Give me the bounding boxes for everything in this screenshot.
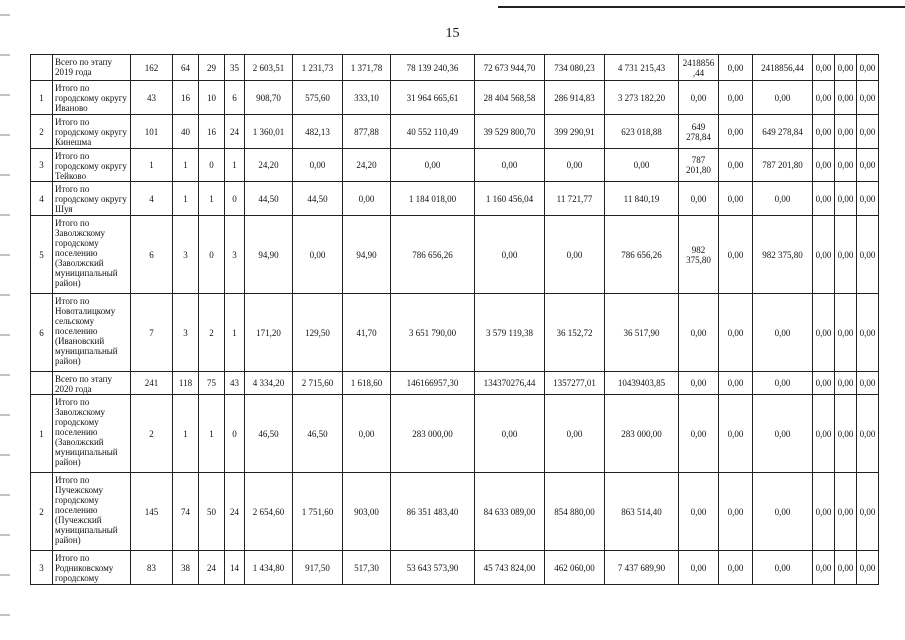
cell: 45 743 824,00 xyxy=(475,551,545,585)
cell: 44,50 xyxy=(293,182,343,216)
cell: 0,00 xyxy=(813,372,835,395)
cell: 94,90 xyxy=(343,216,391,294)
row-number: 3 xyxy=(31,149,53,182)
cell: 0,00 xyxy=(391,149,475,182)
top-rule-line xyxy=(498,6,905,8)
cell: 0,00 xyxy=(605,149,679,182)
cell: 10439403,85 xyxy=(605,372,679,395)
table-row xyxy=(31,294,879,372)
cell: 0,00 xyxy=(835,395,857,473)
cell: 649 278,84 xyxy=(679,115,719,149)
cell: 11 721,77 xyxy=(545,182,605,216)
cell: 6 xyxy=(131,216,173,294)
cell: 3 579 119,38 xyxy=(475,294,545,372)
cell: 1 618,60 xyxy=(343,372,391,395)
cell: 4 xyxy=(131,182,173,216)
cell: 0,00 xyxy=(719,395,753,473)
cell: 31 964 665,61 xyxy=(391,81,475,115)
territory-name: Итого по Родниковскому городскому xyxy=(53,551,131,585)
territory-name: Итого по Заволжскому городскому поселению (Заволжский муниципальный район) xyxy=(53,395,131,473)
cell: 14 xyxy=(225,551,245,585)
cell: 24,20 xyxy=(343,149,391,182)
cell: 2 654,60 xyxy=(245,473,293,551)
row-number xyxy=(31,372,53,395)
cell: 0,00 xyxy=(813,551,835,585)
cell: 83 xyxy=(131,551,173,585)
cell: 0 xyxy=(225,182,245,216)
cell: 0,00 xyxy=(813,182,835,216)
cell: 3 651 790,00 xyxy=(391,294,475,372)
scan-edge-artifact xyxy=(0,0,10,640)
cell: 40 552 110,49 xyxy=(391,115,475,149)
cell: 11 840,19 xyxy=(605,182,679,216)
cell: 0,00 xyxy=(343,182,391,216)
cell: 0,00 xyxy=(813,216,835,294)
table-row xyxy=(31,395,879,473)
territory-name: Итого по городскому округу Тейково xyxy=(53,149,131,182)
cell: 863 514,40 xyxy=(605,473,679,551)
cell: 0,00 xyxy=(475,216,545,294)
row-number: 3 xyxy=(31,551,53,585)
cell: 134370276,44 xyxy=(475,372,545,395)
cell: 0,00 xyxy=(293,149,343,182)
cell: 399 290,91 xyxy=(545,115,605,149)
cell: 903,00 xyxy=(343,473,391,551)
cell: 74 xyxy=(173,473,199,551)
page-number: 15 xyxy=(445,26,460,41)
cell: 0,00 xyxy=(857,149,879,182)
cell: 3 273 182,20 xyxy=(605,81,679,115)
cell: 0,00 xyxy=(753,551,813,585)
cell: 0,00 xyxy=(813,395,835,473)
cell: 917,50 xyxy=(293,551,343,585)
cell: 16 xyxy=(199,115,225,149)
row-number xyxy=(31,55,53,81)
cell: 0,00 xyxy=(679,372,719,395)
cell: 286 914,83 xyxy=(545,81,605,115)
cell: 46,50 xyxy=(245,395,293,473)
cell: 0,00 xyxy=(753,182,813,216)
cell: 0,00 xyxy=(679,81,719,115)
row-number: 5 xyxy=(31,216,53,294)
cell: 0 xyxy=(225,395,245,473)
cell: 39 529 800,70 xyxy=(475,115,545,149)
cell: 29 xyxy=(199,55,225,81)
cell: 146166957,30 xyxy=(391,372,475,395)
cell: 4 731 215,43 xyxy=(605,55,679,81)
cell: 1 xyxy=(173,182,199,216)
cell: 0,00 xyxy=(545,216,605,294)
cell: 2418856,44 xyxy=(753,55,813,81)
table-row xyxy=(31,473,879,551)
cell: 0,00 xyxy=(545,395,605,473)
territory-name: Итого по Новоталицкому сельскому поселению (Ивановский муниципальный район) xyxy=(53,294,131,372)
cell: 6 xyxy=(225,81,245,115)
cell: 24 xyxy=(225,473,245,551)
cell: 3 xyxy=(173,294,199,372)
cell: 517,30 xyxy=(343,551,391,585)
cell: 1 434,80 xyxy=(245,551,293,585)
cell: 0,00 xyxy=(835,216,857,294)
cell: 2 xyxy=(199,294,225,372)
cell: 0,00 xyxy=(475,395,545,473)
cell: 877,88 xyxy=(343,115,391,149)
cell: 787 201,80 xyxy=(679,149,719,182)
cell: 43 xyxy=(225,372,245,395)
cell: 482,13 xyxy=(293,115,343,149)
cell: 787 201,80 xyxy=(753,149,813,182)
cell: 0,00 xyxy=(719,216,753,294)
row-number: 6 xyxy=(31,294,53,372)
cell: 171,20 xyxy=(245,294,293,372)
cell: 0,00 xyxy=(679,551,719,585)
cell: 0,00 xyxy=(835,115,857,149)
cell: 0,00 xyxy=(835,372,857,395)
cell: 35 xyxy=(225,55,245,81)
cell: 41,70 xyxy=(343,294,391,372)
cell: 24,20 xyxy=(245,149,293,182)
cell: 0,00 xyxy=(753,395,813,473)
cell: 575,60 xyxy=(293,81,343,115)
cell: 28 404 568,58 xyxy=(475,81,545,115)
cell: 118 xyxy=(173,372,199,395)
table-row xyxy=(31,551,879,585)
cell: 0,00 xyxy=(719,55,753,81)
cell: 0,00 xyxy=(545,149,605,182)
cell: 1 xyxy=(173,149,199,182)
cell: 0,00 xyxy=(719,372,753,395)
table-row xyxy=(31,149,879,182)
territory-name: Итого по городскому округу Кинешма xyxy=(53,115,131,149)
cell: 0,00 xyxy=(475,149,545,182)
cell: 0,00 xyxy=(857,551,879,585)
cell: 0,00 xyxy=(719,182,753,216)
cell: 462 060,00 xyxy=(545,551,605,585)
cell: 24 xyxy=(225,115,245,149)
cell: 0,00 xyxy=(813,55,835,81)
cell: 38 xyxy=(173,551,199,585)
cell: 623 018,88 xyxy=(605,115,679,149)
table-row xyxy=(31,216,879,294)
row-number: 2 xyxy=(31,473,53,551)
cell: 283 000,00 xyxy=(605,395,679,473)
cell: 0,00 xyxy=(813,81,835,115)
table-row xyxy=(31,55,879,81)
cell: 94,90 xyxy=(245,216,293,294)
table-row xyxy=(31,372,879,395)
cell: 1 371,78 xyxy=(343,55,391,81)
cell: 1 xyxy=(225,149,245,182)
cell: 44,50 xyxy=(245,182,293,216)
cell: 0,00 xyxy=(857,182,879,216)
cell: 0,00 xyxy=(719,551,753,585)
row-number: 2 xyxy=(31,115,53,149)
cell: 0 xyxy=(199,216,225,294)
cell: 53 643 573,90 xyxy=(391,551,475,585)
table-row xyxy=(31,182,879,216)
cell: 0,00 xyxy=(835,551,857,585)
cell: 7 xyxy=(131,294,173,372)
territory-name: Итого по городскому округу Иваново xyxy=(53,81,131,115)
cell: 2418856 ,44 xyxy=(679,55,719,81)
cell: 1 xyxy=(131,149,173,182)
cell: 64 xyxy=(173,55,199,81)
cell: 0,00 xyxy=(719,81,753,115)
cell: 786 656,26 xyxy=(605,216,679,294)
cell: 0,00 xyxy=(813,149,835,182)
cell: 0,00 xyxy=(857,473,879,551)
cell: 0,00 xyxy=(857,294,879,372)
cell: 0 xyxy=(199,149,225,182)
cell: 78 139 240,36 xyxy=(391,55,475,81)
cell: 0,00 xyxy=(857,55,879,81)
cell: 7 437 689,90 xyxy=(605,551,679,585)
cell: 0,00 xyxy=(679,473,719,551)
cell: 786 656,26 xyxy=(391,216,475,294)
cell: 1 xyxy=(225,294,245,372)
territory-name: Итого по Пучежскому городскому поселению (Пучежский муниципальный район) xyxy=(53,473,131,551)
cell: 4 334,20 xyxy=(245,372,293,395)
cell: 0,00 xyxy=(835,81,857,115)
cell: 0,00 xyxy=(753,372,813,395)
cell: 1 751,60 xyxy=(293,473,343,551)
cell: 129,50 xyxy=(293,294,343,372)
cell: 1 231,73 xyxy=(293,55,343,81)
row-number: 4 xyxy=(31,182,53,216)
cell: 1357277,01 xyxy=(545,372,605,395)
cell: 10 xyxy=(199,81,225,115)
row-number: 1 xyxy=(31,395,53,473)
cell: 241 xyxy=(131,372,173,395)
cell: 36 152,72 xyxy=(545,294,605,372)
cell: 333,10 xyxy=(343,81,391,115)
territory-name: Всего по этапу 2019 года xyxy=(53,55,131,81)
cell: 0,00 xyxy=(293,216,343,294)
territory-name: Итого по Заволжскому городскому поселению (Заволжский муниципальный район) xyxy=(53,216,131,294)
cell: 72 673 944,70 xyxy=(475,55,545,81)
cell: 1 360,01 xyxy=(245,115,293,149)
cell: 0,00 xyxy=(835,55,857,81)
cell: 734 080,23 xyxy=(545,55,605,81)
cell: 0,00 xyxy=(857,115,879,149)
cell: 0,00 xyxy=(679,395,719,473)
cell: 982 375,80 xyxy=(753,216,813,294)
cell: 0,00 xyxy=(719,473,753,551)
cell: 0,00 xyxy=(719,115,753,149)
cell: 46,50 xyxy=(293,395,343,473)
cell: 0,00 xyxy=(719,149,753,182)
cell: 2 xyxy=(131,395,173,473)
cell: 162 xyxy=(131,55,173,81)
table-row xyxy=(31,81,879,115)
cell: 1 xyxy=(199,182,225,216)
cell: 75 xyxy=(199,372,225,395)
cell: 0,00 xyxy=(753,81,813,115)
cell: 16 xyxy=(173,81,199,115)
cell: 0,00 xyxy=(753,294,813,372)
cell: 1 xyxy=(199,395,225,473)
cell: 3 xyxy=(225,216,245,294)
cell: 1 160 456,04 xyxy=(475,182,545,216)
cell: 0,00 xyxy=(857,372,879,395)
cell: 50 xyxy=(199,473,225,551)
cell: 0,00 xyxy=(813,115,835,149)
cell: 1 184 018,00 xyxy=(391,182,475,216)
cell: 0,00 xyxy=(719,294,753,372)
cell: 0,00 xyxy=(857,395,879,473)
cell: 2 715,60 xyxy=(293,372,343,395)
row-number: 1 xyxy=(31,81,53,115)
cell: 86 351 483,40 xyxy=(391,473,475,551)
cell: 3 xyxy=(173,216,199,294)
cell: 43 xyxy=(131,81,173,115)
territory-name: Всего по этапу 2020 года xyxy=(53,372,131,395)
data-table xyxy=(30,54,879,585)
cell: 0,00 xyxy=(753,473,813,551)
cell: 2 603,51 xyxy=(245,55,293,81)
cell: 1 xyxy=(173,395,199,473)
cell: 84 633 089,00 xyxy=(475,473,545,551)
cell: 649 278,84 xyxy=(753,115,813,149)
cell: 0,00 xyxy=(835,149,857,182)
cell: 101 xyxy=(131,115,173,149)
cell: 908,70 xyxy=(245,81,293,115)
cell: 0,00 xyxy=(835,294,857,372)
cell: 36 517,90 xyxy=(605,294,679,372)
cell: 24 xyxy=(199,551,225,585)
cell: 0,00 xyxy=(835,473,857,551)
cell: 0,00 xyxy=(813,294,835,372)
cell: 283 000,00 xyxy=(391,395,475,473)
cell: 0,00 xyxy=(813,473,835,551)
cell: 40 xyxy=(173,115,199,149)
cell: 0,00 xyxy=(857,216,879,294)
territory-name: Итого по городскому округу Шуя xyxy=(53,182,131,216)
cell: 0,00 xyxy=(343,395,391,473)
cell: 0,00 xyxy=(835,182,857,216)
table-row xyxy=(31,115,879,149)
cell: 854 880,00 xyxy=(545,473,605,551)
cell: 0,00 xyxy=(857,81,879,115)
cell: 0,00 xyxy=(679,294,719,372)
cell: 145 xyxy=(131,473,173,551)
cell: 982 375,80 xyxy=(679,216,719,294)
cell: 0,00 xyxy=(679,182,719,216)
